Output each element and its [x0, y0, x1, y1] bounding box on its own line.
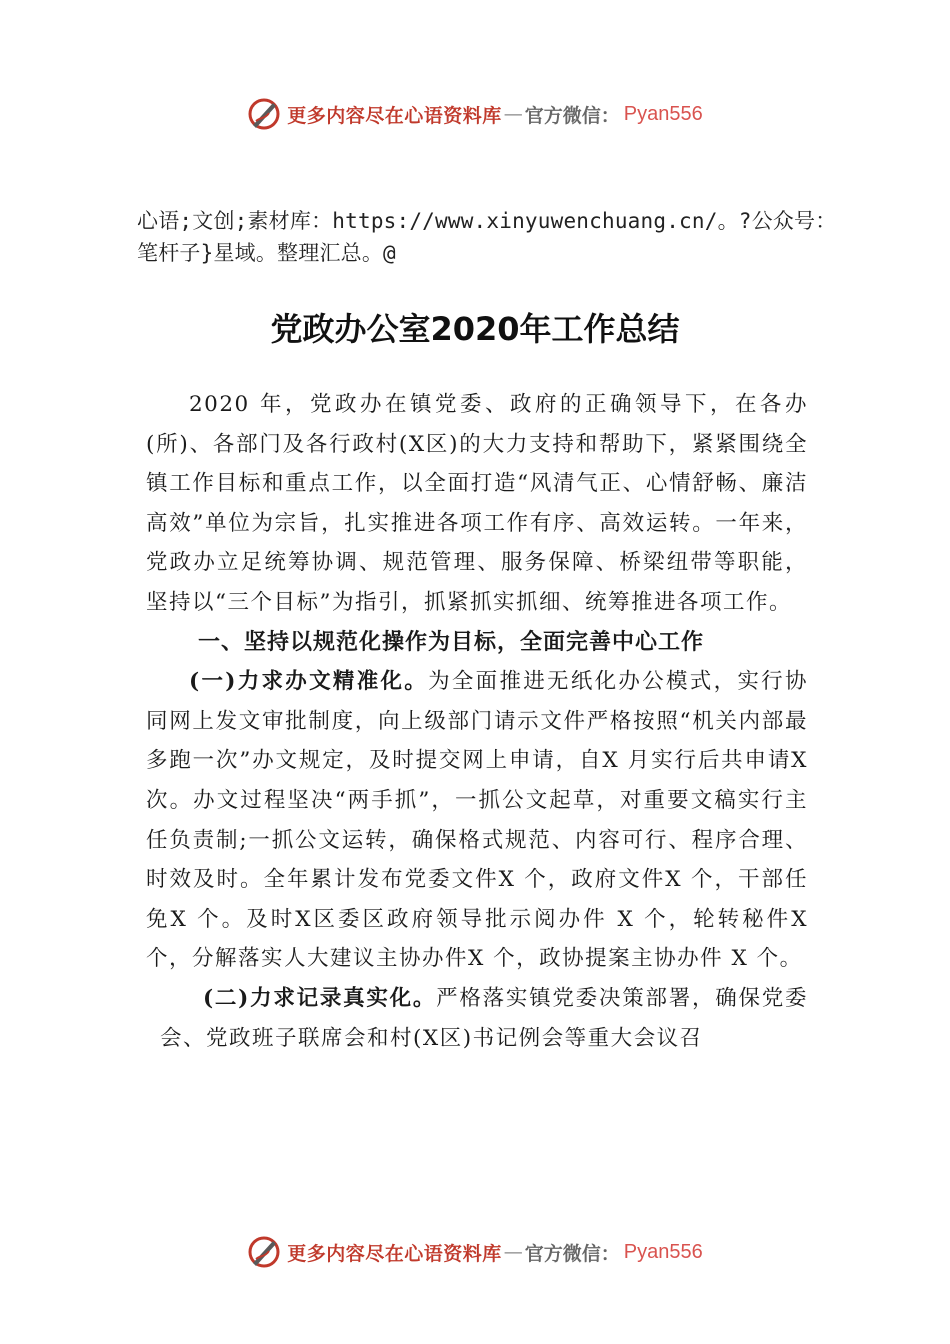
source-note: 心语;文创;素材库：https://www.xinyuwenchuang.cn/。?公众号：笔杆子}星域。整理汇总。@: [137, 209, 837, 265]
banner-wechat-label: 官方微信：: [524, 104, 620, 127]
header-banner: [0, 94, 950, 134]
banner-wechat-id: Pyan556: [623, 1240, 703, 1263]
item-lead-2: (二)力求记录真实化。: [203, 985, 437, 1011]
banner-wechat-id: Pyan556: [623, 102, 703, 125]
pen-logo-icon: [247, 1235, 281, 1269]
banner-dash: —: [503, 1241, 523, 1263]
item-text-2: 严格落实镇党委决策部署，确保党委会、党政班子联席会和村(X区)书记例会等重大会议召: [160, 985, 808, 1051]
banner-text: 更多内容尽在心语资料库: [287, 104, 502, 127]
banner-dash: —: [503, 103, 523, 125]
section-heading: 一、坚持以规范化操作为目标，全面完善中心工作: [198, 629, 705, 655]
item-paragraph-1: [146, 662, 808, 979]
footer-banner: [0, 1232, 950, 1272]
document-title: 党政办公室2020年工作总结: [270, 310, 680, 348]
pen-logo-icon: [247, 97, 281, 131]
item-text-1: 为全面推进无纸化办公模式，实行协同网上发文审批制度，向上级部门请示文件严格按照“机关内部最多跑一次”办文规定，及时提交网上申请，自X 月实行后共申请X 次。办文过程坚决“两手抓”，一抓公文起草，对重要文稿实行主任负责制;一抓公文运转，确保格式规范、内容可行、程序合理、时效及时。全年累计发布党委文件X 个，政府文件X 个，干部任免X 个。及时X区委区政府领导批示阅办件 X 个，轮转秘件X 个，分解落实人大建议主协办件X 个，政协提案主协办件 X 个。: [146, 669, 808, 972]
item-lead-1: (一)力求办文精准化。: [189, 669, 429, 695]
document-body: [146, 385, 808, 1058]
item-paragraph-2: [146, 979, 808, 1058]
intro-paragraph: 2020 年，党政办在镇党委、政府的正确领导下，在各办(所)、各部门及各行政村(X区)的大力支持和帮助下，紧紧围绕全镇工作目标和重点工作，以全面打造“风清气正、心情舒畅、廉洁高效”单位为宗旨，扎实推进各项工作有序、高效运转。一年来，党政办立足统筹协调、规范管理、服务保障、桥梁纽带等职能，坚持以“三个目标”为指引，抓紧抓实抓细、统筹推进各项工作。: [146, 392, 808, 615]
banner-text: 更多内容尽在心语资料库: [287, 1242, 502, 1265]
banner-wechat-label: 官方微信：: [524, 1242, 620, 1265]
